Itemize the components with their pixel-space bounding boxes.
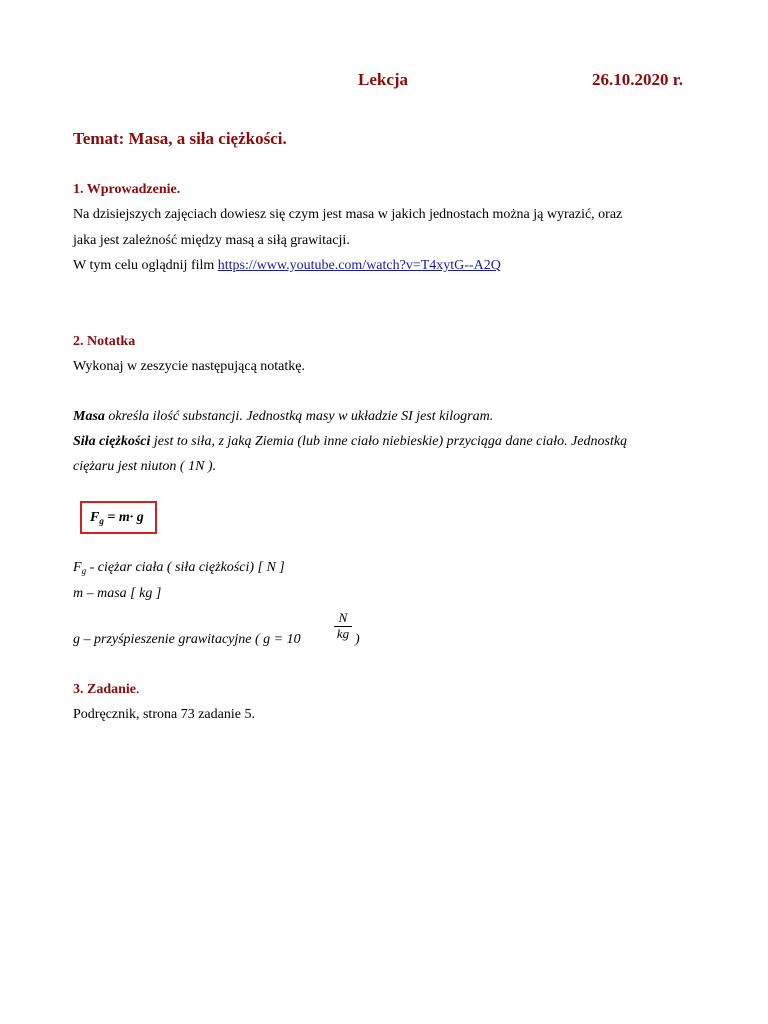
formula-f: F — [90, 510, 100, 525]
legend-m: m – masa [ kg ] — [73, 586, 162, 601]
formula-rest: = m· g — [103, 510, 144, 525]
formula-sub: g — [99, 516, 104, 526]
section-1-line-1: Na dzisiejszych zajęciach dowiesz się czym jest masa w jakich jednostach można ją wyrazić, oraz — [73, 207, 623, 222]
section-1-line-3 — [73, 258, 501, 274]
legend-g-close: ) — [355, 632, 360, 647]
sila-def-text: jest to siła, z jaką Ziemia (lub inne ciało niebieskie) przyciąga dane ciało. Jednostką — [150, 434, 628, 449]
section-3-heading-dot: . — [136, 682, 140, 697]
masa-def-text: określa ilość substancji. Jednostką masy w układzie SI jest kilogram. — [104, 409, 494, 424]
sila-definition — [73, 434, 627, 450]
masa-definition — [73, 409, 493, 425]
fraction-denominator: kg — [336, 626, 350, 641]
section-1-line-2: jaka jest zależność między masą a siłą grawitacji. — [73, 233, 350, 248]
fraction-n-per-kg — [334, 610, 352, 641]
legend-fg — [73, 560, 285, 576]
legend-g: g – przyśpieszenie grawitacyjne ( g = 10 — [73, 632, 301, 647]
formula-box — [80, 501, 157, 534]
legend-fg-sub: g — [81, 566, 87, 576]
lesson-date: 26.10.2020 r. — [592, 70, 683, 89]
section-1-heading: 1. Wprowadzenie. — [73, 182, 181, 197]
section-2-intro: Wykonaj w zeszycie następującą notatkę. — [73, 359, 305, 374]
section-3-text: Podręcznik, strona 73 zadanie 5. — [73, 707, 255, 722]
legend-fg-text: - ciężar ciała ( siła ciężkości) [ N ] — [86, 560, 285, 575]
fraction-numerator: N — [338, 610, 348, 625]
section-2-heading: 2. Notatka — [73, 334, 136, 349]
legend-fg-f: F — [73, 560, 82, 575]
sila-definition-line-2: ciężaru jest niuton ( 1N ). — [73, 459, 217, 474]
section-1-line-3-prefix: W tym celu oglądnij film — [73, 258, 218, 273]
lesson-label: Lekcja — [358, 70, 409, 89]
section-3-heading-text: 3. Zadanie — [73, 682, 137, 697]
youtube-link[interactable]: https://www.youtube.com/watch?v=T4xytG--A2Q — [217, 258, 501, 273]
section-3-heading — [73, 682, 140, 698]
masa-term: Masa — [73, 409, 105, 424]
topic-title: Temat: Masa, a siła ciężkości. — [73, 129, 287, 148]
sila-term: Siła ciężkości — [73, 434, 151, 449]
